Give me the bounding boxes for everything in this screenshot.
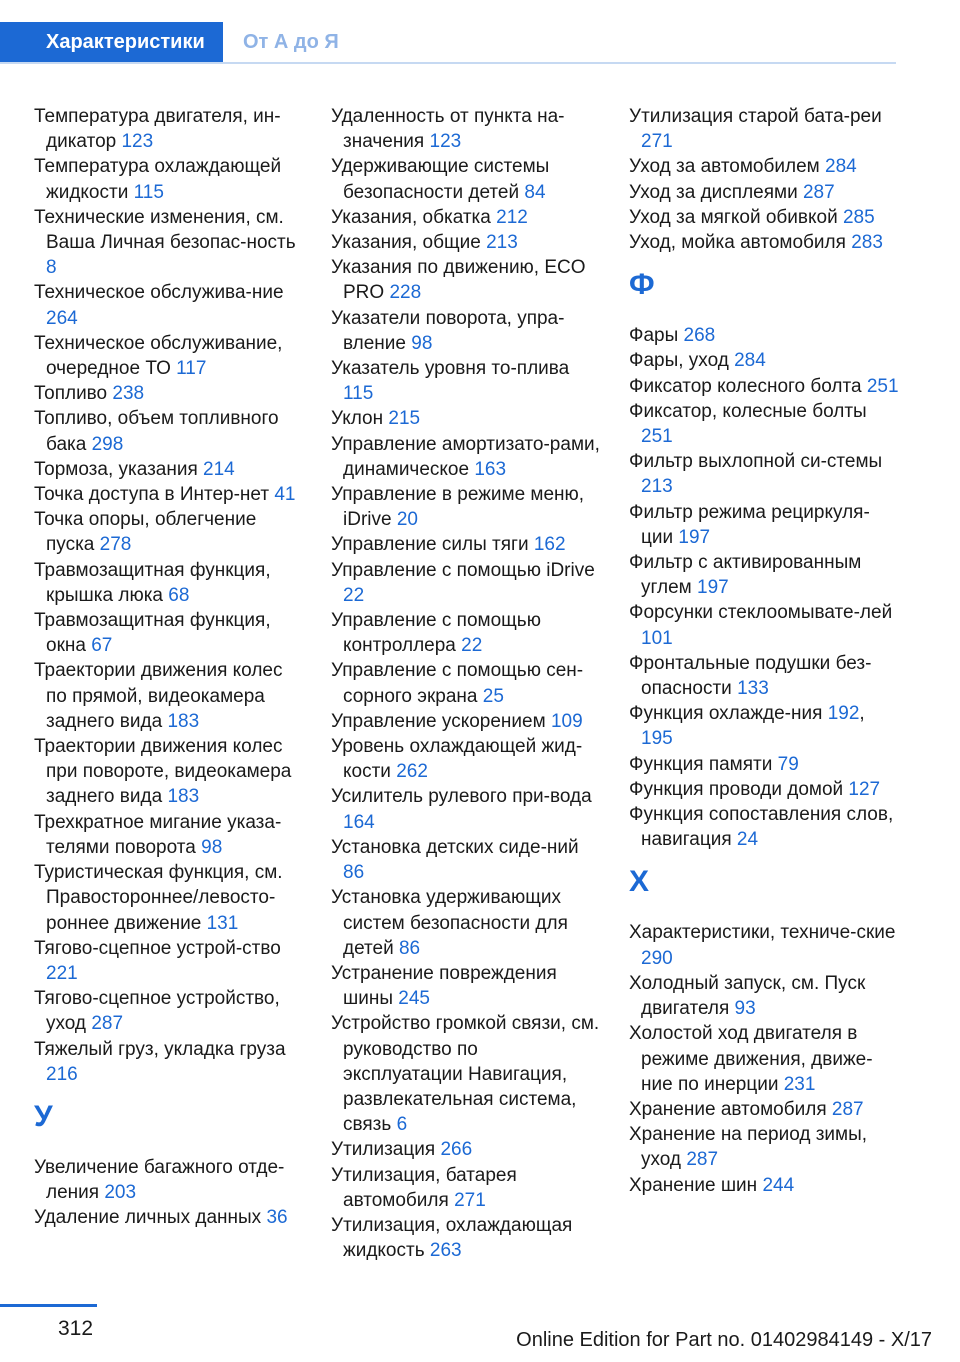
index-entry-text: Траектории движения колес по прямой, видеокамера заднего вида [34,660,283,732]
index-entry-text: Температура двигателя, ин-дикатор [34,106,281,153]
index-entry-text: Травмозащитная функция, окна [34,610,271,657]
index-entry-text: Устройство громкой связи, см. руководство по эксплуатации Навигация, развлекательная система, связь [331,1013,600,1136]
index-entry [331,1137,601,1162]
index-entry-text: Увеличение багажного отде-ления [34,1156,285,1204]
index-entry-text: Уход за дисплеями [629,181,798,203]
page-link[interactable]: 183 [167,710,200,732]
page-link[interactable]: 244 [762,1174,795,1196]
index-entry-text: Утилизация, охлаждающая жидкость [331,1214,573,1262]
index-entry [34,482,304,507]
index-entry [629,777,899,802]
page-number: 312 [58,1317,94,1340]
index-entry [629,1122,899,1172]
index-entry-text: Тягово-сцепное устройство, уход [34,988,280,1035]
page-link[interactable]: 278 [99,534,132,556]
index-entry [34,986,304,1036]
page-link[interactable]: 133 [737,678,769,700]
index-entry [629,154,899,179]
page-link[interactable]: 98 [411,332,433,354]
index-entry-text: Указания, общие [331,232,481,254]
page-link[interactable]: 197 [678,526,711,548]
page-link[interactable]: 20 [396,509,418,531]
page-link[interactable]: 290 [641,947,673,969]
index-entry-text: Управление ускорением [331,710,546,732]
page-link[interactable]: 162 [533,534,566,556]
index-column-2 [331,104,601,1263]
page-link[interactable]: 79 [777,753,799,775]
page-link[interactable]: 8 [46,257,57,279]
page-link[interactable]: 251 [866,375,899,397]
page-link[interactable]: 123 [429,131,462,153]
index-entry [331,1163,601,1213]
index-entry [34,658,304,734]
tab-a-to-z[interactable]: От А до Я [243,31,339,53]
index-entry [34,558,304,608]
page-link[interactable]: 214 [203,458,235,480]
index-entry [331,356,601,406]
index-entry [331,406,601,431]
index-entry-text: Устранение повреждения шины [331,962,557,1010]
page-link[interactable]: 251 [641,426,673,448]
index-entry [629,651,899,701]
index-entry [629,1021,899,1097]
page-link[interactable]: 221 [46,962,78,984]
page-link[interactable]: 6 [396,1114,408,1136]
page-link[interactable]: 284 [825,156,857,178]
index-entry-text: Траектории движения колес при повороте, видеокамера заднего вида [34,736,292,808]
index-entry [629,348,899,373]
index-entry-text: Техническое обслуживание, очередное ТО [34,332,283,380]
section-letter: У [34,1099,53,1133]
index-column-3 [629,104,899,1198]
index-entry [331,835,601,885]
index-entry-text: Температура охлаждающей жидкости [34,156,282,203]
page-link[interactable]: 24 [736,829,759,851]
page-link[interactable]: 84 [524,181,546,203]
index-entry-text: Установка детских сиде-ний [331,836,579,858]
index-entry [331,255,601,305]
index-entry [34,154,304,204]
index-entry-text: Фильтр с активированным углем [629,552,862,599]
index-entry [629,323,899,348]
index-entry [629,752,899,777]
page-link[interactable]: 283 [851,232,883,254]
page-link[interactable]: 262 [396,761,428,783]
index-entry [34,507,304,557]
index-entry-text: Фильтр режима рециркуля-ции [629,501,870,548]
page-link[interactable]: 203 [104,1182,137,1204]
page-link[interactable]: 109 [550,710,583,732]
index-entry-text: Управление амортизато-рами, динамическое [331,433,600,480]
index-entry-text: Тормоза, указания [34,458,198,480]
index-entry-text: Хранение шин [629,1174,758,1196]
page-link[interactable]: 41 [274,484,296,506]
index-entry [34,104,304,154]
page-link[interactable]: 22 [343,584,365,606]
index-entry [629,104,899,154]
page-link[interactable]: 228 [389,282,422,304]
index-entry [629,1097,899,1122]
page-link[interactable]: 212 [496,206,528,228]
index-entry [34,1205,304,1230]
index-entry [34,734,304,810]
page-link[interactable]: 68 [168,584,190,606]
page-link[interactable]: 115 [133,181,164,203]
index-entry [331,961,601,1011]
index-entry-text: Уклон [331,408,384,430]
index-entry [629,550,899,600]
index-entry-text: Фронтальные подушки без-опасности [629,652,872,700]
index-entry-text: Управление с помощью iDrive [331,559,595,581]
page-link[interactable]: 287 [686,1149,719,1171]
page-link[interactable]: 216 [46,1063,78,1085]
index-entry-text: Указатель уровня то-плива [331,358,570,380]
index-entry-text: Утилизация старой бата-реи [629,106,882,127]
index-entry [629,230,899,255]
page-link[interactable]: 67 [91,635,113,657]
page-link[interactable]: 86 [343,862,365,884]
index-entry [34,381,304,406]
page-link[interactable]: 93 [734,998,756,1020]
page-link[interactable]: 266 [440,1139,473,1161]
index-entry [629,600,899,650]
index-entry [331,482,601,532]
index-entry-text: Технические изменения, см. Ваша Личная безопас-ность [34,206,296,254]
index-entry [331,432,601,482]
index-entry-text: Управление с помощью сен-сорного экрана [331,660,584,707]
index-entry-text: Удаление личных данных [34,1207,262,1229]
edition-note: Online Edition for Part no. 01402984149 - X/17 [516,1329,932,1351]
index-entry [331,205,601,230]
index-entry-text: Фильтр выхлопной си-стемы [629,451,883,473]
page-link[interactable]: 197 [697,577,729,599]
index-entry-text: Трехкратное мигание указа-телями поворота [34,811,282,858]
page-link[interactable]: 86 [398,937,421,959]
index-entry-text: Уход, мойка автомобиля [629,232,846,254]
page-link[interactable]: 298 [91,433,124,455]
index-entry-text: Фары [629,325,679,347]
index-entry-text: Установка удерживающих систем безопасности для детей [331,887,568,959]
index-entry-text: Функция памяти [629,753,773,775]
page-link[interactable]: 271 [641,131,673,153]
index-entry-text: Тягово-сцепное устрой-ство [34,937,281,959]
index-entry-text: Уровень охлаждающей жид-кости [331,736,583,783]
index-entry [331,1011,601,1137]
index-entry [629,449,899,499]
page-link[interactable]: 287 [831,1098,864,1120]
index-entry-text: Управление в режиме меню, iDrive [331,484,585,531]
index-entry [34,406,304,456]
index-entry [34,1155,304,1205]
index-entry-text: Характеристики, техниче-ские [629,922,896,944]
page-link[interactable]: 115 [343,383,374,405]
header [0,0,960,64]
page-link[interactable]: 98 [201,836,223,858]
index-entry: Функция охлажде-ния 192, 195 [629,703,865,750]
page-link[interactable]: 117 [176,358,207,380]
index-entry-text: Холодный запуск, см. Пуск двигателя [629,972,866,1020]
index-entry-text: Указания, обкатка [331,206,491,228]
index-entry-text: Тяжелый груз, укладка груза [34,1038,286,1060]
index-entry-text: Фары, уход [629,350,729,372]
page-link[interactable]: 285 [842,206,875,228]
index-entry-text: Усилитель рулевого при-вода [331,786,592,808]
index-entry-text: Утилизация [331,1139,436,1161]
index-entry [629,180,899,205]
index-entry-text: Форсунки стеклоомывате-лей [629,602,893,624]
section-letter: Ф [629,268,655,302]
index-entry [331,784,601,834]
page-link[interactable]: 238 [112,383,145,405]
index-entry [331,306,601,356]
index-entry-text: Утилизация, батарея автомобиля [331,1164,517,1211]
index-entry-text: Уход за мягкой обивкой [629,206,838,228]
index-entry-text: Туристическая функция, см. Правостороннее/левосто-роннее движение [34,862,283,934]
index-entry [34,280,304,330]
index-entry [34,860,304,936]
index-entry [629,1173,899,1198]
page-link[interactable]: 195 [641,728,673,750]
index-entry [331,230,601,255]
page-link[interactable]: 127 [848,778,881,800]
index-entry-text: Функция проводи домой [629,778,844,800]
index-entry [331,658,601,708]
index-entry-text: Хранение автомобиля [629,1098,827,1120]
page-link[interactable]: 183 [167,786,200,808]
index-entry-text: Функция охлажде-ния [629,703,823,725]
index-entry [331,608,601,658]
page-link[interactable]: 192 [827,703,860,725]
page-link[interactable]: 264 [46,307,78,329]
index-entry [629,374,899,399]
page-link[interactable]: 131 [206,912,239,934]
page-link[interactable]: 231 [783,1073,816,1095]
header-divider [0,62,896,64]
page-link[interactable]: 245 [398,988,430,1010]
index-entry [331,885,601,961]
footer-divider [0,1304,97,1307]
index-entry [629,920,899,970]
index-entry [331,104,601,154]
index-entry [629,399,899,449]
index-entry-text: Хранение на период зимы, уход [629,1124,868,1171]
index-entry-text: Управление силы тяги [331,534,529,556]
index-entry [629,205,899,230]
index-entry-text: Указания по движению, ECO PRO [331,257,586,304]
page-link[interactable]: 271 [454,1189,486,1211]
page-link[interactable]: 213 [641,476,673,498]
page-link[interactable]: 215 [388,408,421,430]
index-entry-text: Фиксатор, колесные болты [629,400,867,422]
page-link[interactable]: 123 [121,131,154,153]
index-entry [331,709,601,734]
index-entry [34,331,304,381]
index-entry-text: Уход за автомобилем [629,156,820,178]
index-entry-text: Удерживающие системы безопасности детей [331,156,550,203]
index-entry [331,558,601,608]
index-entry-text: Удаленность от пункта на-значения [331,106,565,153]
index-entry-text: Указатели поворота, упра-вление [331,307,565,354]
index-entry-text: Холостой ход двигателя в режиме движения, движе-ние по инерции [629,1023,873,1095]
page-link[interactable]: 268 [683,325,716,347]
page-link[interactable]: 263 [429,1240,462,1262]
index-entry [629,802,899,852]
index-entry-text: Фиксатор колесного болта [629,375,862,397]
index-entry [34,608,304,658]
index-entry-text: Точка опоры, облегчение пуска [34,509,257,556]
page-link[interactable]: 284 [734,350,766,372]
index-entry [629,500,899,550]
index-entry-text: Топливо, объем топливного бака [34,408,279,455]
index-entry-text: Топливо [34,383,108,405]
index-entry-text: Функция сопоставления слов, навигация [629,804,894,851]
index-entry [34,810,304,860]
page-link[interactable]: 213 [486,232,518,254]
page-link[interactable]: 163 [474,458,507,480]
index-entry [331,1213,601,1263]
index-entry [34,936,304,986]
page-link[interactable]: 25 [482,685,504,707]
index-entry-text: Травмозащитная функция, крышка люка [34,559,271,606]
index-entry [34,457,304,482]
index-entry [331,154,601,204]
index-entry [331,734,601,784]
page-link[interactable]: 22 [461,635,483,657]
index-entry [629,971,899,1021]
index-entry-text: Управление с помощью контроллера [331,610,541,657]
index-entry-text: Техническое обслужива-ние [34,282,284,304]
index-entry-text: Точка доступа в Интер-нет [34,484,270,506]
page-link[interactable]: 287 [802,181,835,203]
index-entry [331,532,601,557]
index-entry [34,1037,304,1087]
index-column-1 [34,104,304,1231]
page-link[interactable]: 36 [266,1207,288,1229]
tab-characteristics[interactable]: Характеристики [0,22,223,63]
page-link[interactable]: 287 [91,1013,124,1035]
page-link[interactable]: 164 [343,811,375,833]
section-letter: Х [629,865,650,899]
page-link[interactable]: 101 [641,627,673,649]
index-entry [34,205,304,281]
